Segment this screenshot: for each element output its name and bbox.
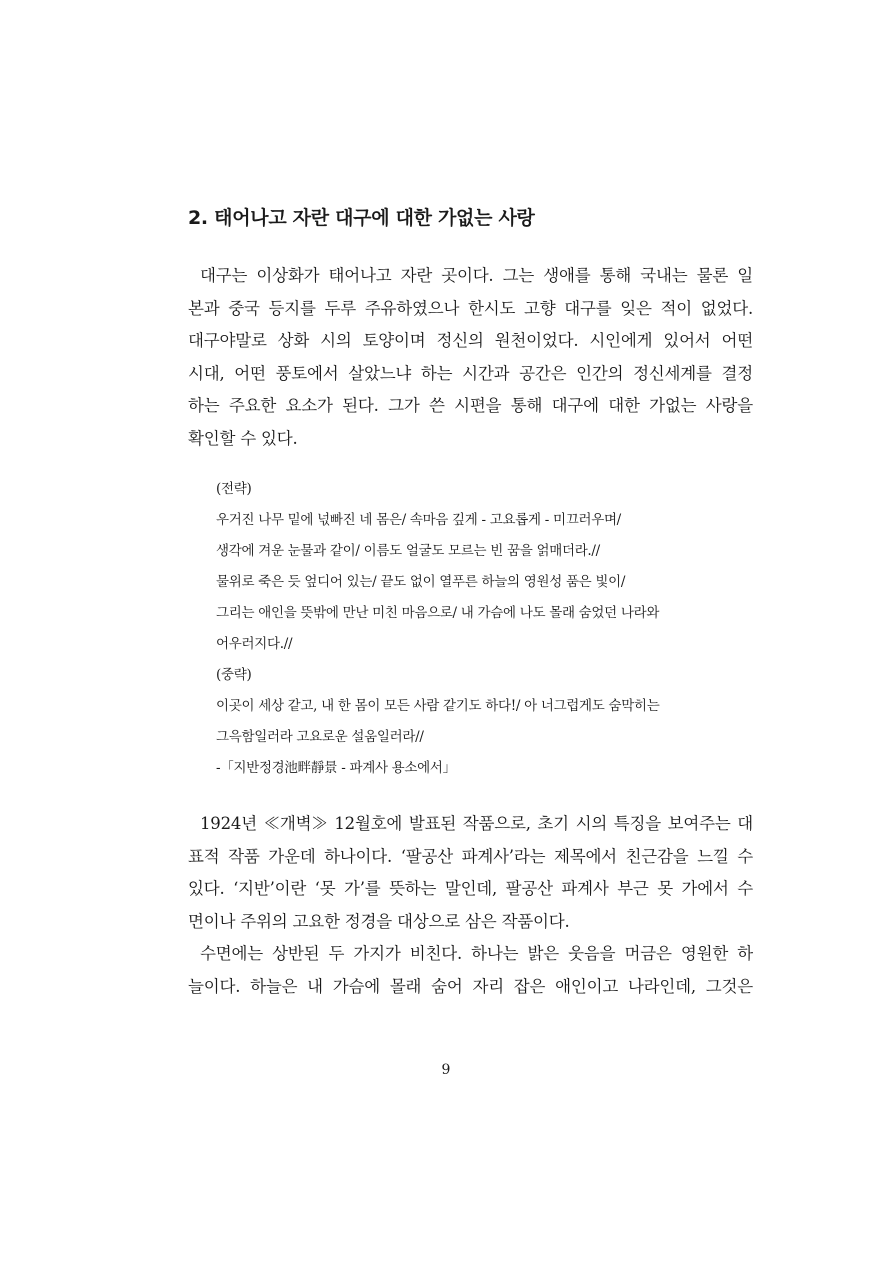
paragraph-line: 면이나 주위의 고요한 정경을 대상으로 삼은 작품이다. — [188, 911, 570, 931]
poem-source: -「지반정경池畔靜景 - 파계사 용소에서」 — [216, 760, 456, 776]
closing-paragraph — [188, 938, 753, 1003]
paragraph-line: 확인할 수 있다. — [188, 428, 298, 448]
paragraph-line: 본과 중국 등지를 두루 주유하였으나 한시도 고향 대구를 잊은 적이 없었다. — [188, 298, 753, 318]
poem-line: 우거진 나무 밑에 넋빠진 네 몸은/ 속마음 깊게 - 고요롭게 - 미끄러우며/ — [216, 512, 621, 528]
poem-line: (중략) — [216, 667, 252, 683]
poem-line: 그리는 애인을 뜻밖에 만난 미친 마음으로/ 내 가슴에 나도 몰래 숨었던 나라와 — [216, 605, 660, 621]
paragraph-line: 있다. ‘지반’이란 ‘못 가’를 뜻하는 말인데, 팔공산 파계사 부근 못 가에서 수 — [188, 879, 753, 898]
poem-line: 물위로 죽은 듯 엎디어 있는/ 끝도 없이 열푸른 하늘의 영원성 품은 빛이/ — [216, 574, 626, 590]
poem-quote — [216, 474, 736, 784]
section-heading: 2. 태어나고 자란 대구에 대한 가없는 사랑 — [188, 207, 535, 229]
paragraph-line: 표적 작품 가운데 하나이다. ‘팔공산 파계사’라는 제목에서 친근감을 느낄 수 — [188, 846, 753, 866]
poem-line: 어우러지다.// — [216, 636, 293, 652]
intro-paragraph — [188, 260, 753, 455]
paragraph-line: 대구는 이상화가 태어나고 자란 곳이다. 그는 생애를 통해 국내는 물론 일 — [200, 266, 753, 285]
poem-line: 이곳이 세상 같고, 내 한 몸이 모든 사람 같기도 하다!/ 아 너그럽게도 숨막히는 — [216, 698, 660, 714]
paragraph-line: 늘이다. 하늘은 내 가슴에 몰래 숨어 자리 잡은 애인이고 나라인데, 그것은 — [188, 976, 753, 996]
commentary-paragraph — [188, 808, 753, 938]
poem-line: (전략) — [216, 481, 252, 497]
paragraph-line: 하는 주요한 요소가 된다. 그가 쓴 시편을 통해 대구에 대한 가없는 사랑을 — [188, 396, 753, 415]
page-number: 9 — [441, 1062, 451, 1078]
paragraph-line: 수면에는 상반된 두 가지가 비친다. 하나는 밝은 웃음을 머금은 영원한 하 — [200, 944, 753, 963]
poem-line: 그윽함일러라 고요로운 설움일러라// — [216, 729, 424, 745]
paragraph-line: 대구야말로 상화 시의 토양이며 정신의 원천이었다. 시인에게 있어서 어떤 — [188, 331, 753, 350]
poem-line: 생각에 겨운 눈물과 같이/ 이름도 얼굴도 모르는 빈 꿈을 얽매더라.// — [216, 543, 600, 559]
paragraph-line: 시대, 어떤 풍토에서 살았느냐 하는 시간과 공간은 인간의 정신세계를 결정 — [188, 363, 753, 383]
paragraph-line: 1924년 ≪개벽≫ 12월호에 발표된 작품으로, 초기 시의 특징을 보여주는 대 — [200, 814, 753, 833]
